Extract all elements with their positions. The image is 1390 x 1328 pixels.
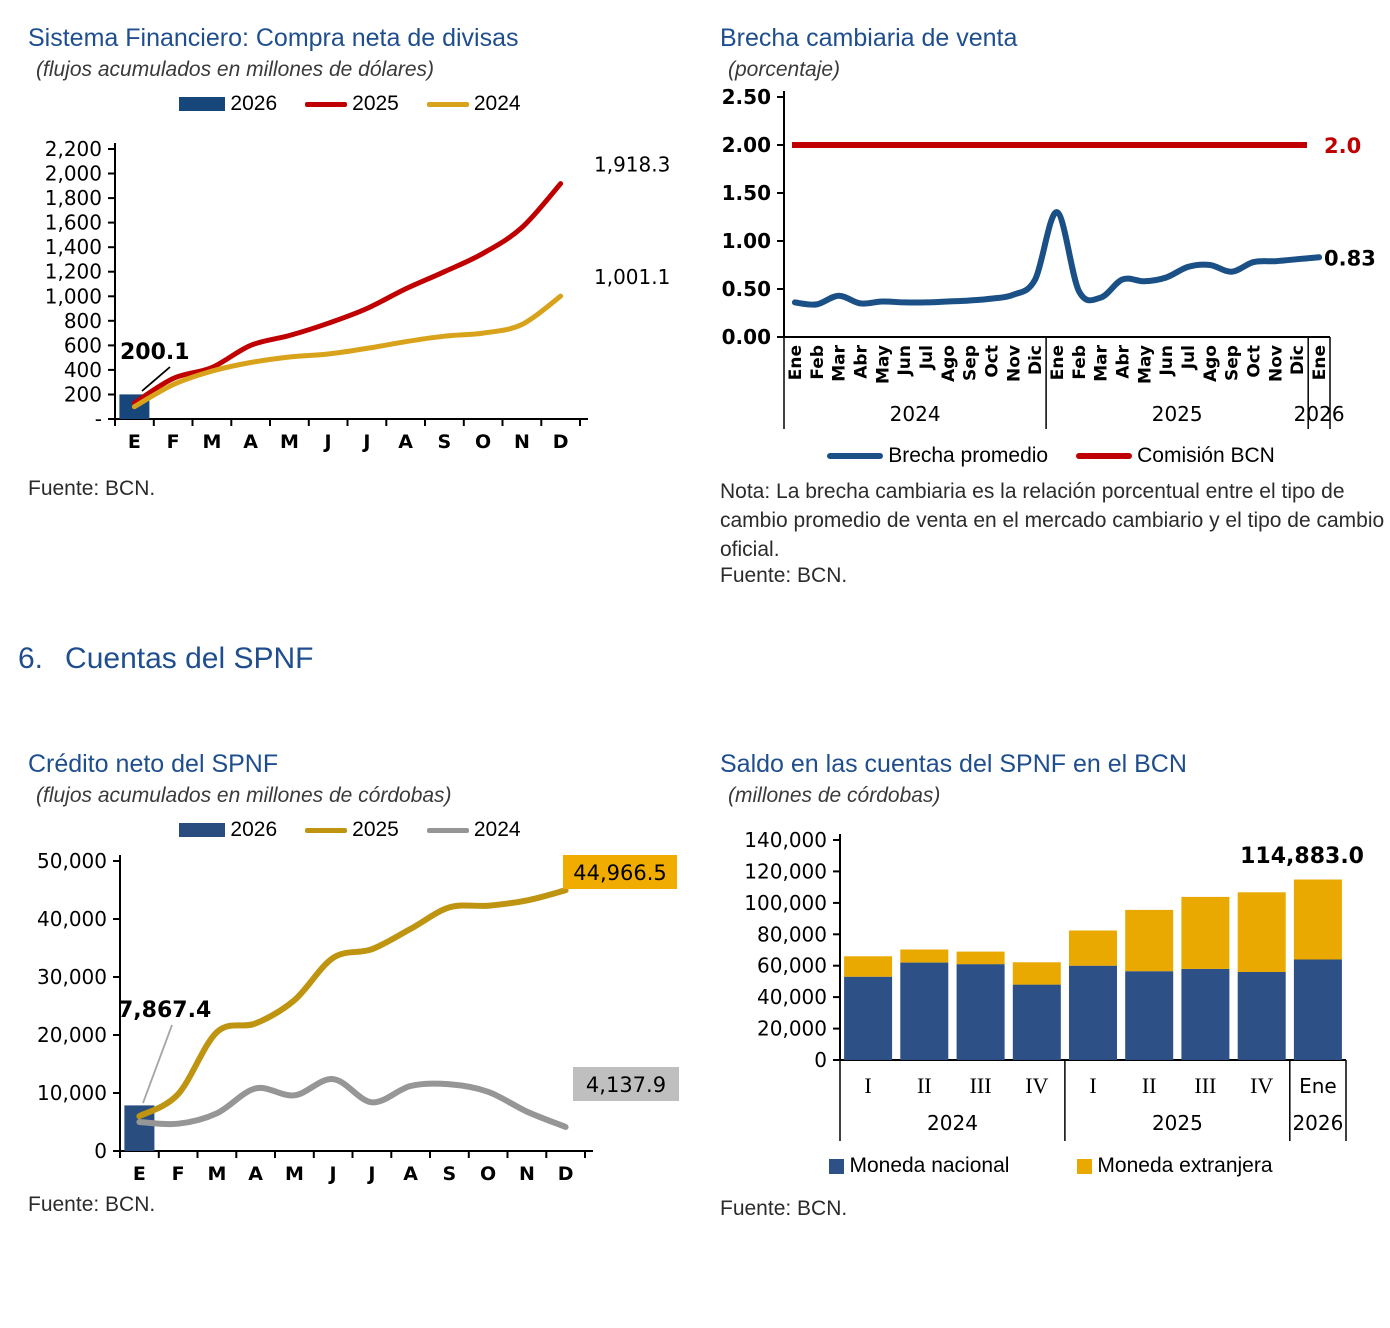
- axis-or-value-label: 0: [814, 1048, 827, 1072]
- axis-or-value-label: N: [518, 1163, 535, 1185]
- axis-or-value-label: 1.00: [721, 229, 771, 253]
- axis-or-value-label: 40,000: [757, 985, 827, 1010]
- axis-or-value-label: 7,867.4: [118, 998, 212, 1023]
- legend-compra: [20, 91, 680, 117]
- axis-or-value-label: D: [552, 431, 569, 453]
- axis-or-value-label: 80,000: [757, 922, 827, 947]
- credito-plot: [20, 851, 680, 1189]
- axis-or-value-label: S: [442, 1163, 457, 1185]
- legend-brecha: [712, 443, 1390, 469]
- bar-nacional-4: [1069, 966, 1117, 1060]
- bar-nacional-6: [1181, 969, 1229, 1060]
- legend-label-2026: 2026: [230, 92, 278, 115]
- bar-extranjera-2: [957, 952, 1005, 965]
- axis-or-value-label: Ago: [938, 345, 959, 383]
- axis-or-value-label: O: [480, 1163, 497, 1185]
- bar-extranjera-1: [900, 950, 948, 963]
- axis-or-value-label: 1.50: [721, 181, 771, 205]
- axis-or-value-label: 60,000: [757, 953, 827, 978]
- axis-or-value-label: Jul: [1179, 345, 1199, 370]
- brecha-plot: [712, 87, 1390, 435]
- legend-swatch-2024-line: [427, 102, 469, 107]
- axis-or-value-label: 2024: [889, 402, 941, 426]
- axis-or-value-label: A: [243, 431, 258, 453]
- axis-or-value-label: O: [475, 431, 492, 453]
- legend-label-2024: 2024: [473, 92, 521, 115]
- axis-or-value-label: A: [248, 1163, 263, 1185]
- axis-or-value-label: Ene: [1310, 345, 1331, 381]
- axis-or-value-label: J: [363, 431, 371, 453]
- axis-or-value-label: 800: [63, 308, 102, 333]
- chart-subtitle-credito: (flujos acumulados en millones de córdobas): [36, 784, 452, 807]
- source-brecha: Fuente: BCN.: [720, 564, 848, 587]
- axis-or-value-label: 2025: [1151, 1111, 1203, 1135]
- axis-or-value-label: 200: [63, 382, 102, 407]
- bar-nacional-7: [1238, 972, 1286, 1060]
- source-compra: Fuente: BCN.: [28, 477, 156, 500]
- bar-nacional-0: [844, 977, 892, 1060]
- axis-or-value-label: 0.00: [721, 325, 771, 349]
- axis-or-value-label: M: [207, 1163, 227, 1185]
- axis-or-value-label: E: [132, 1163, 146, 1185]
- axis-or-value-label: 2,000: [44, 161, 102, 186]
- axis-or-value-label: I: [1089, 1073, 1097, 1098]
- legend-item-moneda-nacional: [829, 1154, 1009, 1178]
- axis-or-value-label: Ene: [1299, 1074, 1337, 1098]
- axis-or-value-label: 1,600: [44, 210, 102, 235]
- axis-or-value-label: F: [166, 431, 180, 453]
- legend-label-2024: 2024: [473, 818, 521, 841]
- chart-subtitle-brecha: (porcentaje): [728, 58, 841, 81]
- axis-or-value-label: 2026: [1292, 1111, 1344, 1135]
- axis-or-value-label: 44,966.5: [573, 861, 667, 885]
- legend-credito: [20, 817, 680, 843]
- legend-label-2025: 2025: [352, 818, 399, 841]
- line-2024: [139, 1079, 565, 1127]
- axis-or-value-label: 20,000: [757, 1016, 827, 1041]
- legend-item-2026: [179, 92, 277, 116]
- axis-or-value-label: 1,400: [44, 235, 102, 260]
- axis-or-value-label: -: [94, 407, 102, 431]
- axis-or-value-label: 4,137.9: [585, 1073, 667, 1097]
- axis-or-value-label: 20,000: [37, 1023, 107, 1047]
- axis-or-value-label: Jun: [1157, 345, 1178, 376]
- legend-swatch-2024-line: [427, 828, 469, 833]
- axis-or-value-label: 114,883.0: [1240, 844, 1364, 869]
- axis-or-value-label: 10,000: [37, 1081, 107, 1105]
- bar-nacional-8: [1294, 959, 1342, 1060]
- axis-or-value-label: 2.0: [1324, 134, 1362, 158]
- axis-or-value-label: II: [916, 1073, 932, 1098]
- axis-or-value-label: Ene: [1048, 345, 1068, 381]
- axis-or-value-label: 0: [94, 1139, 107, 1163]
- axis-or-value-label: Jul: [917, 345, 937, 370]
- axis-or-value-label: Ago: [1200, 345, 1221, 383]
- axis-or-value-label: Mar: [1091, 345, 1112, 382]
- axis-or-value-label: Nov: [1266, 345, 1287, 382]
- legend-swatch-2026-bar: [179, 97, 225, 111]
- axis-or-value-label: Nov: [1004, 345, 1025, 382]
- axis-or-value-label: 600: [63, 333, 102, 358]
- bar-extranjera-4: [1069, 931, 1117, 966]
- legend-item-2025: [305, 818, 399, 842]
- axis-or-value-label: 2.50: [721, 87, 771, 109]
- bar-extranjera-3: [1013, 962, 1061, 984]
- chart-subtitle-saldo: (millones de córdobas): [728, 784, 941, 807]
- axis-or-value-label: III: [969, 1073, 992, 1098]
- axis-or-value-label: IV: [1025, 1073, 1049, 1098]
- axis-or-value-label: A: [403, 1163, 418, 1185]
- axis-or-value-label: 2,200: [44, 137, 102, 161]
- axis-or-value-label: 1,000: [44, 284, 102, 309]
- chart-title-compra: Sistema Financiero: Compra neta de divisas: [28, 24, 519, 52]
- section-title: Cuentas del SPNF: [65, 642, 314, 675]
- chart-saldo-spnf: [712, 748, 1390, 1221]
- legend-item-brecha-promedio: [827, 444, 1048, 468]
- legend-label-2026: 2026: [230, 818, 278, 841]
- chart-title-brecha: Brecha cambiaria de venta: [720, 24, 1018, 52]
- legend-item-2024: [427, 92, 521, 116]
- legend-swatch-2026-bar: [179, 823, 225, 837]
- axis-or-value-label: 2026: [1293, 402, 1345, 426]
- axis-or-value-label: 40,000: [37, 907, 107, 931]
- axis-or-value-label: 30,000: [37, 965, 107, 989]
- compra-divisas-plot: [20, 127, 680, 473]
- bar-extranjera-7: [1238, 892, 1286, 972]
- legend-swatch-brecha-line: [827, 453, 883, 459]
- axis-or-value-label: J: [368, 1163, 376, 1185]
- legend-saldo: [712, 1153, 1390, 1179]
- axis-or-value-label: 2025: [1151, 402, 1203, 426]
- axis-or-value-label: Abr: [851, 345, 872, 379]
- section-heading: [18, 642, 313, 676]
- bar-extranjera-6: [1181, 897, 1229, 969]
- chart-title-credito: Crédito neto del SPNF: [28, 750, 279, 778]
- axis-or-value-label: N: [513, 431, 530, 453]
- axis-or-value-label: Feb: [807, 345, 828, 380]
- axis-or-value-label: 0.83: [1324, 246, 1376, 271]
- chart-title-saldo: Saldo en las cuentas del SPNF en el BCN: [720, 750, 1187, 778]
- axis-or-value-label: Oct: [1244, 345, 1265, 378]
- axis-or-value-label: May: [873, 345, 894, 384]
- chart-brecha-cambiaria: [712, 22, 1390, 588]
- axis-or-value-label: I: [864, 1073, 872, 1098]
- bar-nacional-5: [1125, 971, 1173, 1060]
- legend-item-2026: [179, 818, 277, 842]
- axis-or-value-label: 2.00: [721, 133, 771, 157]
- axis-or-value-label: 1,001.1: [594, 265, 671, 290]
- line-brecha-promedio: [795, 212, 1319, 305]
- axis-or-value-label: Oct: [982, 345, 1003, 378]
- axis-or-value-label: May: [1135, 345, 1156, 384]
- axis-or-value-label: F: [171, 1163, 185, 1185]
- axis-or-value-label: 140,000: [744, 828, 827, 852]
- axis-or-value-label: M: [202, 431, 222, 453]
- axis-or-value-label: J: [329, 1163, 337, 1185]
- axis-or-value-label: Dic: [1026, 345, 1047, 376]
- axis-or-value-label: Dic: [1288, 345, 1309, 376]
- bar-extranjera-8: [1294, 880, 1342, 960]
- chart-compra-divisas: [20, 22, 680, 501]
- axis-or-value-label: 50,000: [37, 851, 107, 873]
- bar-nacional-3: [1013, 985, 1061, 1060]
- axis-or-value-label: 1,918.3: [594, 152, 671, 177]
- axis-or-value-label: III: [1194, 1073, 1217, 1098]
- source-saldo: Fuente: BCN.: [720, 1197, 848, 1220]
- legend-swatch-extranjera: [1077, 1159, 1092, 1174]
- axis-or-value-label: 0.50: [721, 277, 771, 301]
- legend-label-extranjera: Moneda extranjera: [1097, 1154, 1273, 1177]
- axis-or-value-label: A: [398, 431, 413, 453]
- bar-nacional-2: [957, 964, 1005, 1060]
- axis-or-value-label: 400: [63, 357, 102, 382]
- axis-or-value-label: M: [284, 1163, 304, 1185]
- legend-label-2025: 2025: [352, 92, 399, 115]
- legend-item-2025: [305, 92, 399, 116]
- section-number: 6.: [18, 642, 44, 675]
- line-2024: [134, 296, 560, 407]
- legend-swatch-nacional: [829, 1159, 844, 1174]
- axis-or-value-label: Mar: [829, 345, 850, 382]
- axis-or-value-label: Sep: [960, 345, 981, 381]
- axis-or-value-label: 1,200: [44, 259, 102, 284]
- note-brecha: Nota: La brecha cambiaria es la relación porcentual entre el tipo de cambio promedio de venta en el mercado cambiario y el tipo de cambio oficial.: [720, 480, 1385, 561]
- line-2025: [134, 184, 560, 403]
- legend-swatch-comision-line: [1076, 453, 1132, 459]
- axis-or-value-label: J: [324, 431, 332, 453]
- axis-or-value-label: Abr: [1113, 345, 1134, 379]
- axis-or-value-label: 2024: [927, 1111, 978, 1135]
- bar-extranjera-0: [844, 956, 892, 976]
- axis-or-value-label: 200.1: [120, 340, 190, 365]
- axis-or-value-label: Jun: [895, 345, 916, 376]
- legend-item-comision: [1076, 444, 1275, 468]
- source-credito: Fuente: BCN.: [28, 1193, 156, 1216]
- axis-or-value-label: Ene: [785, 345, 806, 381]
- axis-or-value-label: Sep: [1222, 345, 1243, 381]
- axis-or-value-label: 100,000: [744, 890, 827, 915]
- axis-or-value-label: D: [557, 1163, 574, 1185]
- legend-item-2024: [427, 818, 521, 842]
- saldo-plot: [712, 825, 1390, 1143]
- axis-or-value-label: II: [1141, 1073, 1157, 1098]
- axis-or-value-label: 1,800: [44, 186, 102, 211]
- axis-or-value-label: M: [279, 431, 299, 453]
- legend-swatch-2025-line: [305, 828, 347, 833]
- legend-swatch-2025-line: [305, 102, 347, 107]
- bar-nacional-1: [900, 963, 948, 1060]
- bar-extranjera-5: [1125, 910, 1173, 971]
- axis-or-value-label: Feb: [1069, 345, 1090, 380]
- legend-item-moneda-extranjera: [1077, 1154, 1272, 1178]
- axis-or-value-label: S: [437, 431, 452, 453]
- legend-label-brecha: Brecha promedio: [888, 444, 1049, 467]
- chart-credito-neto-spnf: [20, 748, 680, 1217]
- axis-or-value-label: E: [127, 431, 141, 453]
- legend-label-nacional: Moneda nacional: [849, 1154, 1010, 1177]
- axis-or-value-label: 120,000: [744, 859, 827, 884]
- axis-or-value-label: IV: [1250, 1073, 1274, 1098]
- chart-subtitle-compra: (flujos acumulados en millones de dólares): [36, 58, 435, 81]
- legend-label-comision: Comisión BCN: [1137, 444, 1275, 467]
